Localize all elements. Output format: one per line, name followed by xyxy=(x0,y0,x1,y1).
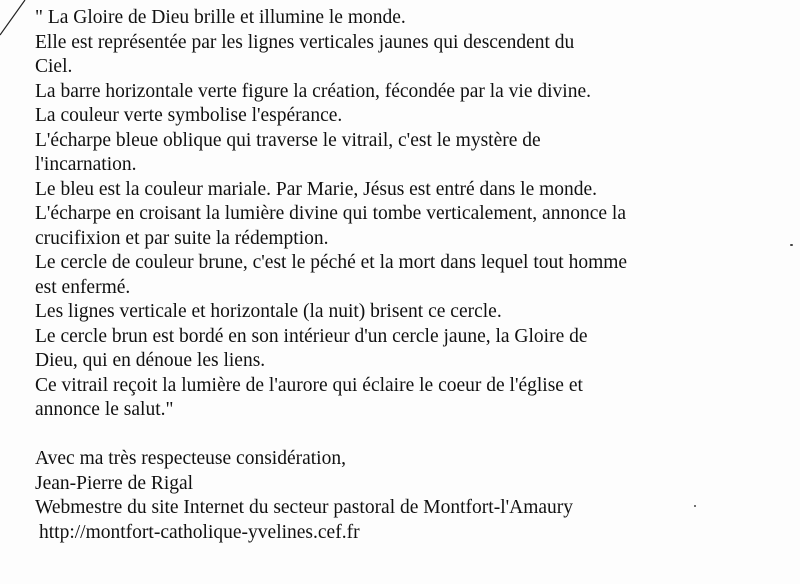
quote-line: crucifixion et par suite la rédemption. xyxy=(35,227,329,249)
quote-line: Le cercle de couleur brune, c'est le péché et la mort dans lequel tout homme xyxy=(35,252,628,273)
paragraph-gap xyxy=(35,423,795,448)
quote-line: " La Gloire de Dieu brille et illumine le monde. xyxy=(35,7,406,28)
signature-name: Jean-Pierre de Rigal xyxy=(35,472,194,494)
quote-line: Les lignes verticale et horizontale (la nuit) brisent ce cercle. xyxy=(35,301,502,322)
quote-line: Le cercle brun est bordé en son intérieur d'un cercle jaune, la Gloire de xyxy=(35,325,588,347)
quote-line: La couleur verte symbolise l'espérance. xyxy=(35,105,343,126)
letter-text xyxy=(35,6,795,545)
quote-line: l'incarnation. xyxy=(35,154,137,175)
quote-line: La barre horizontale verte figure la création, fécondée par la vie divine. xyxy=(35,80,591,102)
quote-line: Ciel. xyxy=(35,56,73,77)
quote-paragraph xyxy=(35,6,795,423)
signature-url: http://montfort-catholique-yvelines.cef.fr xyxy=(39,521,360,543)
quote-line: Dieu, qui en dénoue les liens. xyxy=(35,350,266,371)
quote-line: Ce vitrail reçoit la lumière de l'aurore qui éclaire le coeur de l'église et xyxy=(35,374,583,396)
quote-line: L'écharpe bleue oblique qui traverse le vitrail, c'est le mystère de xyxy=(35,129,541,151)
closing-salutation: Avec ma très respecteuse considération, xyxy=(35,448,346,469)
signature-role: Webmestre du site Internet du secteur pastoral de Montfort-l'Amaury xyxy=(35,497,574,518)
quote-line: Le bleu est la couleur mariale. Par Marie, Jésus est entré dans le monde. xyxy=(35,178,598,200)
quote-line: est enfermé. xyxy=(35,276,131,298)
quote-line: Elle est représentée par les lignes verticales jaunes qui descendent du xyxy=(35,31,575,53)
quote-line: annonce le salut." xyxy=(35,399,174,420)
quote-line: L'écharpe en croisant la lumière divine qui tombe verticalement, annonce la xyxy=(35,203,626,224)
pen-stroke-mark xyxy=(0,0,40,40)
signature-block xyxy=(35,447,795,545)
